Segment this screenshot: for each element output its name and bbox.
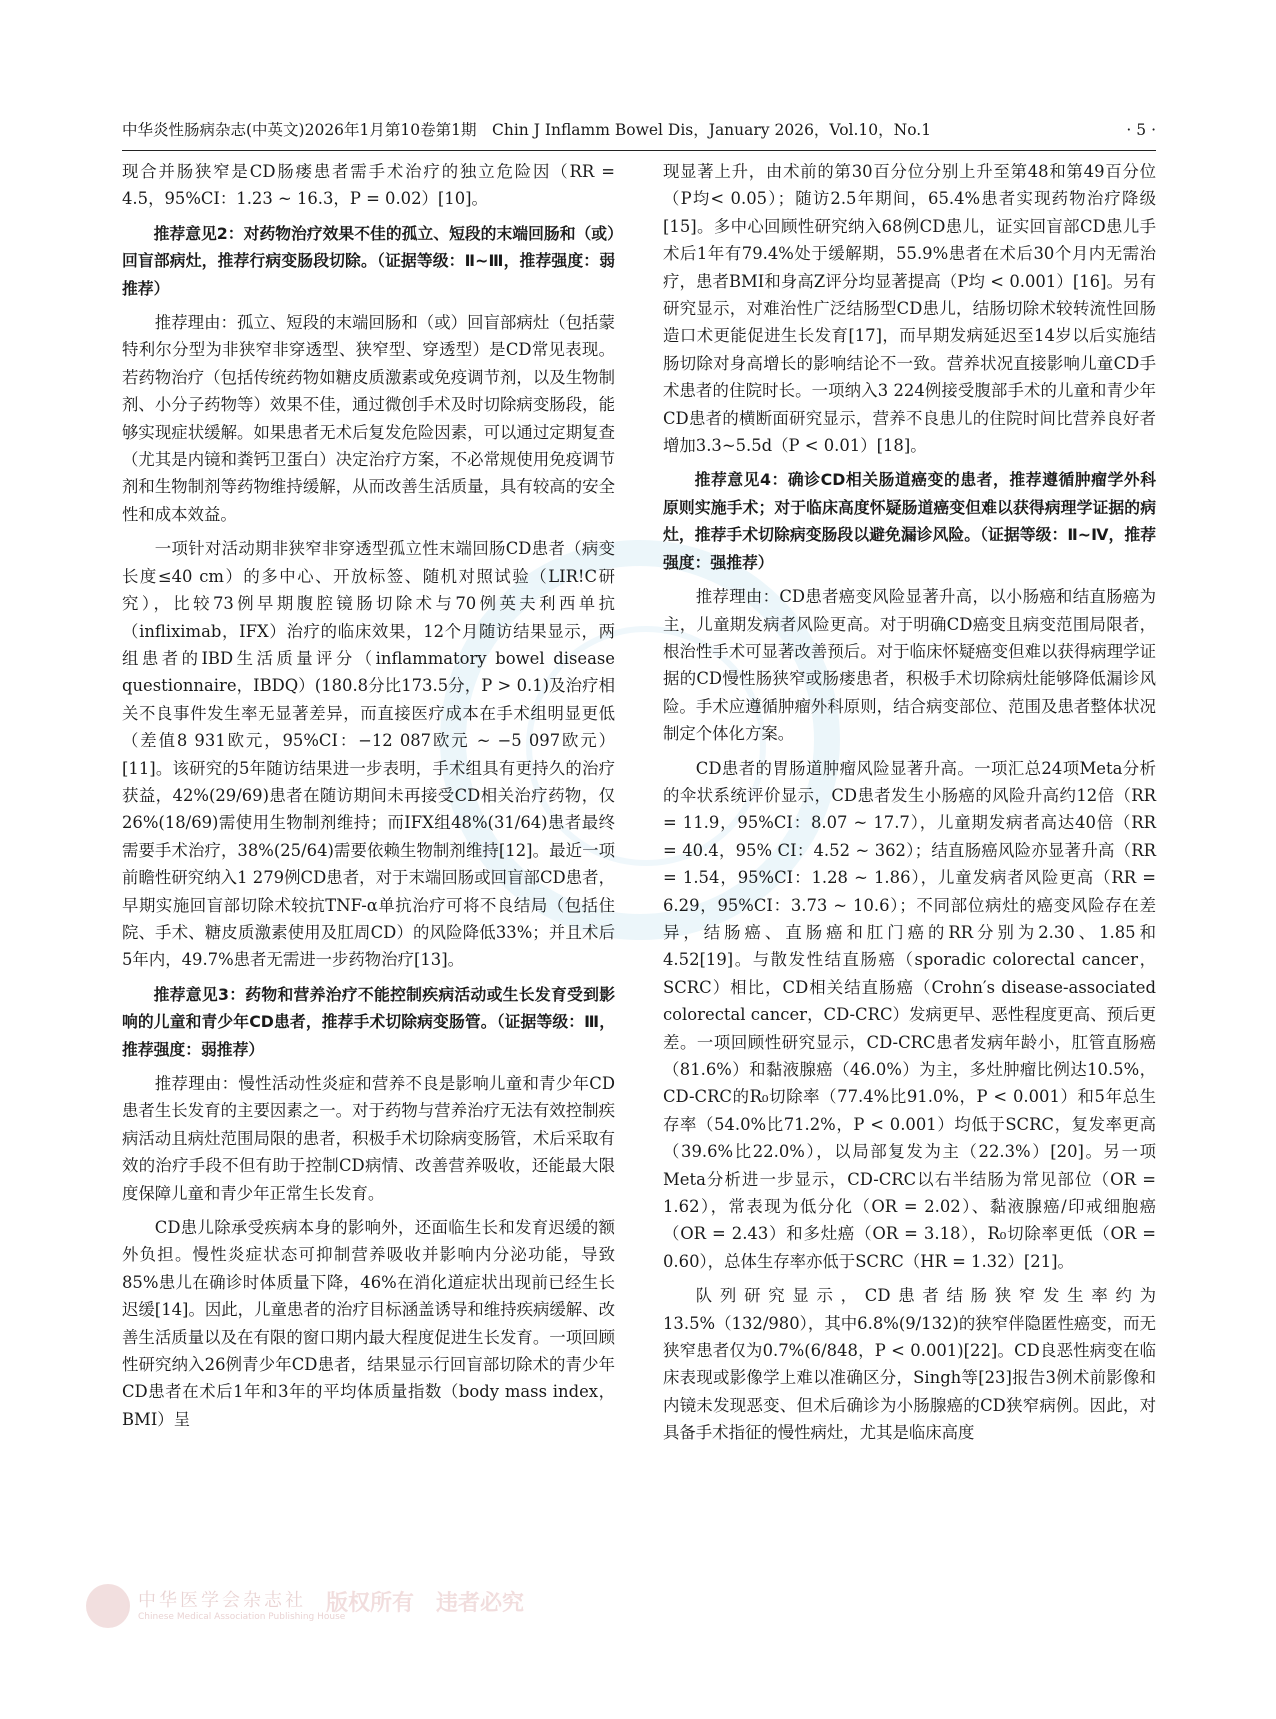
recommendation-3: 推荐意见3：药物和营养治疗不能控制疾病活动或生长发育受到影响的儿童和青少年CD患者，推荐手术切除病变肠管。（证据等级：Ⅲ，推荐强度：弱推荐） xyxy=(122,984,615,1059)
publisher-logo xyxy=(86,1580,546,1634)
copyright-stamp: 版权所有 xyxy=(326,1591,415,1616)
page-number: · 5 · xyxy=(1126,121,1156,139)
copyright-stamp: 违者必究 xyxy=(436,1591,525,1616)
rationale-4: 推荐理由：CD患者癌变风险显著升高，以小肠癌和结直肠癌为主，儿童期发病者风险更高。对于明确CD癌变且病变范围局限者，根治性手术可显著改善预后。对于临床怀疑癌变但难以获得病理学证据的CD慢性肠狭窄或肠瘘患者，积极手术切除病灶能够降低漏诊风险。手术应遵循肿瘤外科原则，结合病变部位、范围及患者整体状况制定个体化方案。 xyxy=(663,587,1156,744)
publisher-seal-icon xyxy=(86,1584,130,1628)
right-column xyxy=(663,158,1156,1454)
recommendation-4: 推荐意见4：确诊CD相关肠道癌变的患者，推荐遵循肿瘤学外科原则实施手术；对于临床高度怀疑肠道癌变但难以获得病理学证据的病灶，推荐手术切除病变肠段以避免漏诊风险。（证据等级：Ⅱ~Ⅳ，推荐强度：强推荐） xyxy=(663,470,1156,572)
paragraph: 现显著上升，由术前的第30百分位分别上升至第48和第49百分位（P均< 0.05）；随访2.5年期间，65.4%患者实现药物治疗降级[15]。多中心回顾性研究纳入68例CD患儿，证实回盲部CD患儿手术后1年有79.4%处于缓解期，55.9%患者在术后30个月内无需治疗，患者BMI和身高Z评分均显著提高（P均 < 0.001）[16]。另有研究显示，对难治性广泛结肠型CD患儿，结肠切除术较转流性回肠造口术更能促进生长发育[17]，而早期发病延迟至14岁以后实施结肠切除对身高增长的影响结论不一致。营养状况直接影响儿童CD手术患者的住院时长。一项纳入3 224例接受腹部手术的儿童和青少年CD患者的横断面研究显示，营养不良患儿的住院时间比营养良好者增加3.3~5.5d（P < 0.01）[18]。 xyxy=(663,162,1156,456)
publisher-name-en: Chinese Medical Association Publishing House xyxy=(138,1612,346,1622)
paragraph: CD患儿除承受疾病本身的影响外，还面临生长和发育迟缓的额外负担。慢性炎症状态可抑制营养吸收并影响内分泌功能，导致85%患儿在确诊时体质量下降，46%在消化道症状出现前已经生长迟缓[14]。因此，儿童患者的治疗目标涵盖诱导和维持疾病缓解、改善生活质量以及在有限的窗口期内最大程度促进生长发育。一项回顾性研究纳入26例青少年CD患者，结果显示行回盲部切除术的青少年CD患者在术后1年和3年的平均体质量指数（body mass index，BMI）呈 xyxy=(122,1218,615,1429)
paragraph: 一项针对活动期非狭窄非穿透型孤立性末端回肠CD患者（病变长度≤40 cm）的多中心、开放标签、随机对照试验（LIR!C研究），比较73例早期腹腔镜肠切除术与70例英夫利西单抗（infliximab，IFX）治疗的临床效果，12个月随访结果显示，两组患者的IBD生活质量评分（inflammatory bowel disease questionnaire，IBDQ）(180.8分比173.5分，P > 0.1)及治疗相关不良事件发生率无显著差异，而直接医疗成本在手术组明显更低（差值8 931欧元，95%CI：−12 087欧元 ~ −5 097欧元）[11]。该研究的5年随访结果进一步表明，手术组具有更持久的治疗获益，42%(29/69)患者在随访期间未再接受CD相关治疗药物，仅26%(18/69)需使用生物制剂维持；而IFX组48%(31/64)患者最终需要手术治疗，38%(25/64)需要依赖生物制剂维持[12]。最近一项前瞻性研究纳入1 279例CD患者，对于末端回肠或回盲部CD患者，早期实施回盲部切除术较抗TNF-α单抗治疗可将不良结局（包括住院、手术、糖皮质激素使用及肛周CD）的风险降低33%；并且术后5年内，49.7%患者无需进一步药物治疗[13]。 xyxy=(122,539,615,970)
journal-citation: 中华炎性肠病杂志(中英文)2026年1月第10卷第1期 Chin J Inflamm Bowel Dis，January 2026，Vol.10，No.1 xyxy=(122,121,932,139)
paragraph: 队列研究显示，CD患者结肠狭窄发生率约为13.5%（132/980），其中6.8%(9/132)的狭窄伴隐匿性癌变，而无狭窄患者仅为0.7%(6/848，P < 0.001)[22]。CD良恶性病变在临床表现或影像学上难以准确区分，Singh等[23]报告3例术前影像和内镜未发现恶变、但术后确诊为小肠腺癌的CD狭窄病例。因此，对具备手术指征的慢性病灶，尤其是临床高度 xyxy=(663,1286,1156,1443)
rationale-2: 推荐理由：孤立、短段的末端回肠和（或）回盲部病灶（包括蒙特利尔分型为非狭窄非穿透型、狭窄型、穿透型）是CD常见表现。若药物治疗（包括传统药物如糖皮质激素或免疫调节剂，以及生物制剂、小分子药物等）效果不佳，通过微创手术及时切除病变肠段，能够实现症状缓解。如果患者无术后复发危险因素，可以通过定期复查（尤其是内镜和粪钙卫蛋白）决定治疗方案，不必常规使用免疫调节剂和生物制剂等药物维持缓解，从而改善生活质量，具有较高的安全性和成本效益。 xyxy=(122,313,615,524)
running-header xyxy=(122,110,1156,151)
publisher-name: 中华医学会杂志社 xyxy=(138,1590,306,1611)
paragraph: CD患者的胃肠道肿瘤风险显著升高。一项汇总24项Meta分析的伞状系统评价显示，CD患者发生小肠癌的风险升高约12倍（RR = 11.9，95%CI：8.07 ~ 17.7），儿童期发病者高达40倍（RR = 40.4，95% CI：4.52 ~ 362）；结直肠癌风险亦显著升高（RR = 1.54，95%CI：1.28 ~ 1.86），儿童发病者风险更高（RR = 6.29，95%CI：3.73 ~ 10.6）；不同部位病灶的癌变风险存在差异，结肠癌、直肠癌和肛门癌的RR分别为2.30、1.85和4.52[19]。与散发性结直肠癌（sporadic colorectal cancer，SCRC）相比，CD相关结直肠癌（Crohn′s disease-associated colorectal cancer，CD-CRC）发病更早、恶性程度更高、预后更差。一项回顾性研究显示，CD-CRC患者发病年龄小，肛管直肠癌（81.6%）和黏液腺癌（46.0%）为主，多灶肿瘤比例达10.5%，CD-CRC的R₀切除率（77.4%比91.0%，P < 0.001）和5年总生存率（54.0%比71.2%，P < 0.001）均低于SCRC，复发率更高（39.6%比22.0%），以局部复发为主（22.3%）[20]。另一项Meta分析进一步显示，CD-CRC以右半结肠为常见部位（OR = 1.62），常表现为低分化（OR = 2.02）、黏液腺癌/印戒细胞癌（OR = 2.43）和多灶癌（OR = 3.18），R₀切除率更低（OR = 0.60），总体生存率亦低于SCRC（HR = 1.32）[21]。 xyxy=(663,758,1156,1271)
left-column xyxy=(122,158,615,1440)
rationale-3: 推荐理由：慢性活动性炎症和营养不良是影响儿童和青少年CD患者生长发育的主要因素之一。对于药物与营养治疗无法有效控制疾病活动且病灶范围局限的患者，积极手术切除病变肠管，术后采取有效的治疗手段不但有助于控制CD病情、改善营养吸收，还能最大限度保障儿童和青少年正常生长发育。 xyxy=(122,1074,615,1203)
recommendation-2: 推荐意见2：对药物治疗效果不佳的孤立、短段的末端回肠和（或）回盲部病灶，推荐行病变肠段切除。（证据等级：Ⅱ~Ⅲ，推荐强度：弱推荐） xyxy=(122,223,615,298)
paragraph: 现合并肠狭窄是CD肠瘘患者需手术治疗的独立危险因（RR = 4.5，95%CI：1.23 ~ 16.3，P = 0.02）[10]。 xyxy=(122,162,615,209)
